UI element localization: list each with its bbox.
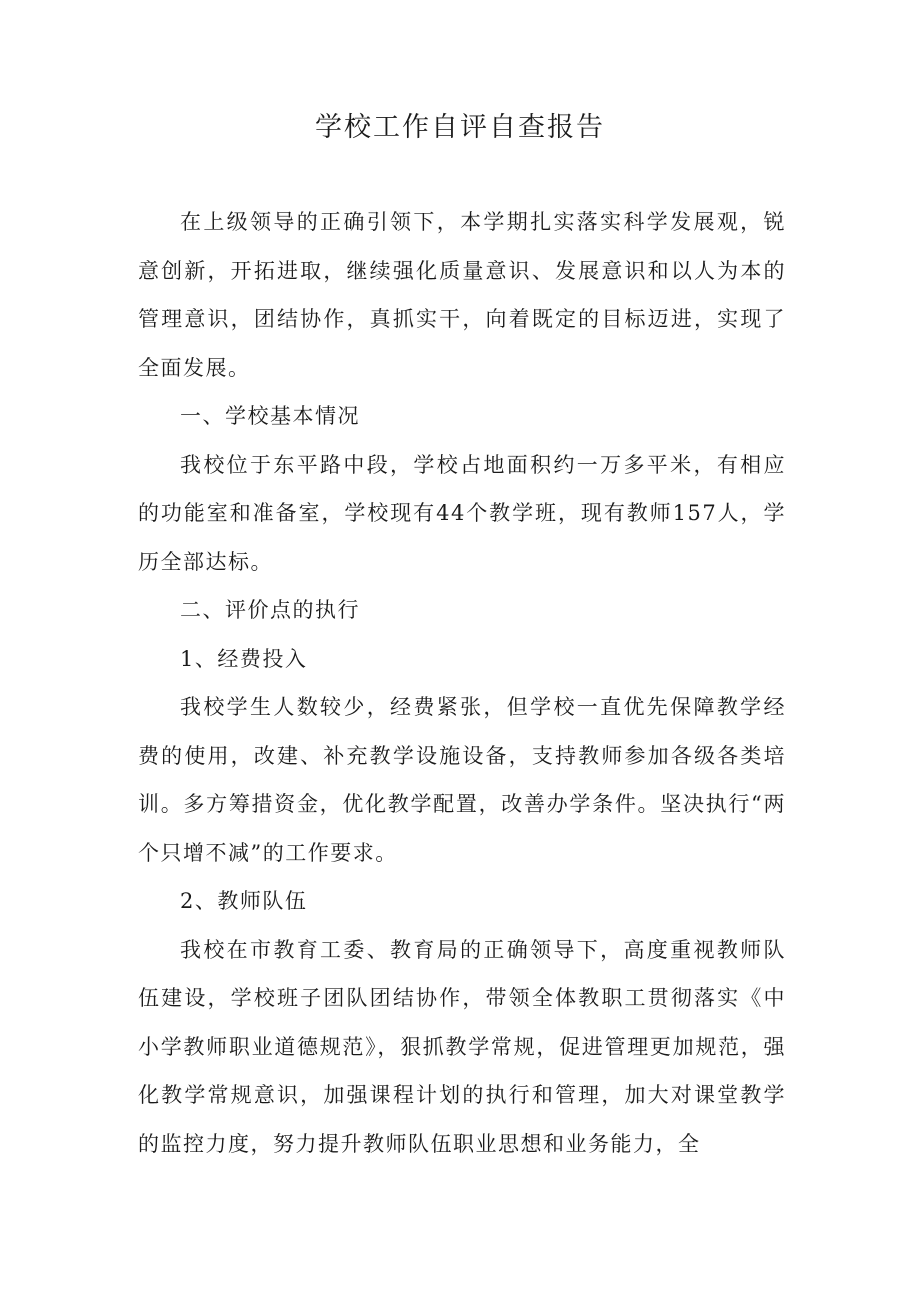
section-heading-evaluation: 二、评价点的执行: [180, 598, 360, 622]
section-heading-basic-info: 一、学校基本情况: [180, 404, 360, 428]
teachers-paragraph: 我校在市教育工委、教育局的正确领导下，高度重视教师队伍建设，学校班子团队团结协作，带领全体教职工贯彻落实《中小学教师职业道德规范》，狠抓教学常规，促进管理更加规范，强化教学常规意识，加强课程计划的执行和管理，加大对课堂教学的监控力度，努力提升教师队伍职业思想和业务能力，全: [138, 937, 786, 1156]
document-title: 学校工作自评自查报告: [315, 112, 605, 143]
funding-paragraph: 我校学生人数较少，经费紧张，但学校一直优先保障教学经费的使用，改建、补充教学设施设备，支持教师参加各级各类培训。多方筹措资金，优化教学配置，改善办学条件。坚决执行“两个只增不减”的工作要求。: [138, 695, 786, 865]
intro-paragraph: 在上级领导的正确引领下，本学期扎实落实科学发展观，锐意创新，开拓进取，继续强化质量意识、发展意识和以人为本的管理意识，团结协作，真抓实干，向着既定的目标迈进，实现了全面发展。: [138, 210, 786, 380]
subheading-funding: 1、经费投入: [180, 646, 308, 671]
document-body: [138, 198, 786, 1168]
basic-info-paragraph: 我校位于东平路中段，学校占地面积约一万多平米，有相应的功能室和准备室，学校现有44个教学班，现有教师157人，学历全部达标。: [138, 452, 786, 574]
subheading-teachers: 2、教师队伍: [180, 889, 308, 913]
